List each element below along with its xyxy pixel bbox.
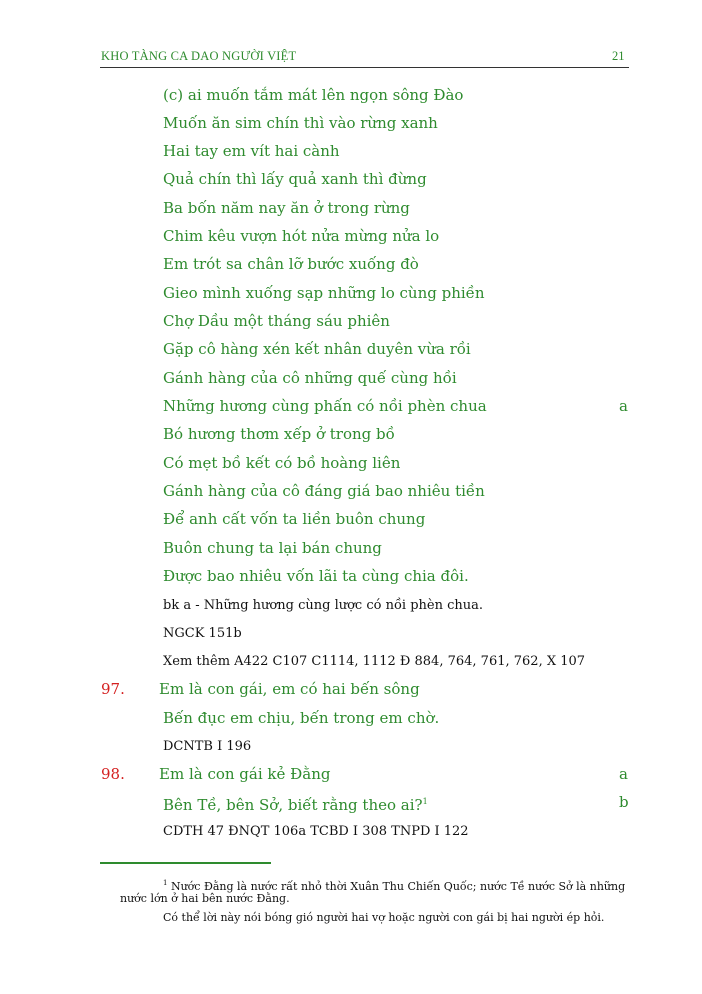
poem-line: Gieo mình xuống sạp những lo cùng phiền — [163, 284, 485, 302]
footnote-line-2: nước lớn ở hai bên nước Đằng. — [120, 892, 290, 905]
poem-line: Quả chín thì lấy quả xanh thì đừng — [163, 170, 427, 188]
poem-line: (c) ai muốn tắm mát lên ngọn sông Đào — [163, 86, 464, 104]
variant-marker-a: a — [619, 397, 628, 415]
variant-marker-a: a — [619, 765, 628, 783]
poem-line: Buôn chung ta lại bán chung — [163, 539, 382, 557]
poem-line: Có mẹt bồ kết có bồ hoàng liên — [163, 454, 401, 472]
entry-97-source: DCNTB I 196 — [163, 739, 252, 754]
entry-number-97: 97. — [101, 680, 125, 698]
header-rule — [100, 67, 629, 68]
footnote-reference: 1 — [422, 797, 428, 806]
footnote-rule — [100, 862, 271, 864]
poem-line: Những hương cùng phấn có nồi phèn chua — [163, 397, 487, 415]
footnote-number: 1 — [163, 879, 168, 887]
source-reference: NGCK 151b — [163, 626, 242, 641]
footnote-text-1: Nước Đằng là nước rất nhỏ thời Xuân Thu Chiến Quốc; nước Tề nước Sở là những — [170, 880, 626, 893]
entry-98-line-2-text: Bên Tề, bên Sở, biết rằng theo ai? — [163, 796, 423, 814]
poem-line: Gánh hàng của cô những quế cùng hồi — [163, 369, 457, 387]
poem-line: Hai tay em vít hai cành — [163, 142, 340, 160]
running-header-title: KHO TÀNG CA DAO NGƯỜI VIỆT — [101, 49, 297, 63]
poem-line: Muốn ăn sim chín thì vào rừng xanh — [163, 114, 438, 132]
see-also-reference: Xem thêm A422 C107 C1114, 1112 Đ 884, 764, 761, 762, X 107 — [163, 654, 586, 669]
poem-line: Gặp cô hàng xén kết nhân duyên vừa rồi — [163, 340, 471, 358]
entry-97-line-1: Em là con gái, em có hai bến sông — [159, 680, 420, 698]
entry-98-line-1: Em là con gái kẻ Đằng — [159, 765, 331, 783]
poem-line: Em trót sa chân lỡ bước xuống đò — [163, 255, 419, 273]
poem-line: Chợ Dầu một tháng sáu phiên — [163, 312, 390, 330]
poem-line: Chim kêu vượn hót nửa mừng nửa lo — [163, 227, 440, 245]
poem-line: Ba bốn năm nay ăn ở trong rừng — [163, 199, 410, 217]
page-number: 21 — [612, 49, 625, 63]
poem-line: Để anh cất vốn ta liền buôn chung — [163, 510, 426, 528]
poem-line: Gánh hàng của cô đáng giá bao nhiêu tiền — [163, 482, 485, 500]
variant-note: bk a - Những hương cùng lược có nồi phèn chua. — [163, 598, 483, 613]
entry-98-source: CDTH 47 ĐNQT 106a TCBD I 308 TNPD I 122 — [163, 824, 469, 839]
poem-line: Được bao nhiêu vốn lãi ta cùng chia đôi. — [163, 567, 469, 585]
footnote-line-3: Có thể lời này nói bóng gió người hai vợ hoặc người con gái bị hai người ép hỏi. — [163, 911, 605, 924]
poem-line: Bó hương thơm xếp ở trong bồ — [163, 425, 395, 443]
entry-number-98: 98. — [101, 765, 125, 783]
entry-98-line-2 — [163, 793, 428, 814]
entry-97-line-2: Bến đục em chịu, bến trong em chờ. — [163, 709, 440, 727]
variant-marker-b: b — [619, 793, 629, 811]
